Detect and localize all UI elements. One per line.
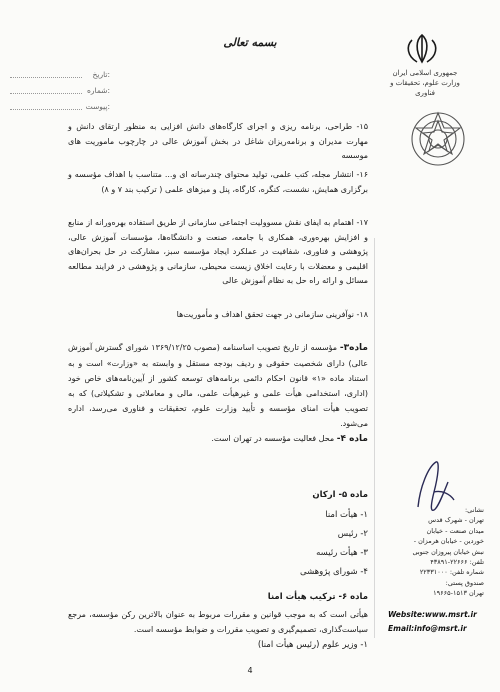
article-5-title: ماده ۵- ارکان [312, 490, 368, 500]
article-6-title: ماده ۶- ترکیب هیأت امنا [267, 592, 368, 602]
clause-16: ۱۶- انتشار مجله، کتب علمی، تولید محتوای چندرسانه ای و... متناسب با اهداف مؤسسه و برگزاری همایش، نشست، کنگره، کارگاه، پنل و میزهای علمی ( ترکیب بند ۷ و ۸) [68, 170, 368, 194]
page-number: 4 [247, 666, 253, 675]
clause-17: ۱۷- اهتمام به ایفای نقش مسوولیت اجتماعی سازمانی از طریق استفاده بهره‌ورانه از منابع و افزایش بهره‌وری، همکاری با جامعه، صنعت و دانشگاه‌ها، مؤسسات آموزش عالی، پژوهشی و فناوری، شفافیت در عملکرد ایجاد مؤسسه سبز، مشارکت در حل بحران‌های اقلیمی و معضلات با رعایت اخلاق زیست محیطی، سازمانی و پژوهشی در فرایند مطالعه مسائل و ارائه راه حل به نظام آموزش عالی [68, 218, 368, 285]
article-4: ماده ۴- محل فعالیت مؤسسه در تهران است. [211, 434, 368, 444]
ministry-name: جمهوری اسلامی ایران وزارت علوم، تحقیقات و فناوری [390, 69, 460, 97]
ornament-icon [408, 108, 468, 170]
attachment-field: پیوست: [10, 102, 110, 111]
clause-15: ۱۵- طراحی، برنامه ریزی و اجرای کارگاه‌های دانش افزایی به منظور ارتقای دانش و مهارت مدیران و برنامه‌ریزان شاغل در بخش آموزش عالی در چارچوب ماموریت های موسسه [68, 122, 368, 160]
website-link[interactable]: Website:www.msrt.ir [388, 610, 477, 619]
organ-item: ۳- هیأت رئیسه [316, 548, 368, 558]
email-link[interactable]: Email:info@msrt.ir [388, 624, 467, 633]
number-field: شماره: [10, 86, 110, 95]
date-field: تاریخ: [10, 70, 110, 79]
organ-item: ۴- شورای پژوهشی [300, 567, 368, 577]
iran-emblem-icon [400, 32, 444, 66]
article-4-title: ماده ۴- [336, 434, 368, 444]
article-6: هیأتی است که به موجب قوانین و مقررات مربوط به عنوان بالاترین رکن مؤسسه، مرجع سیاست‌گذاری، تصمیم‌گیری و تصویب مقررات و ضوابط مؤسسه است. [68, 610, 368, 634]
article-3-title: ماده۳- [339, 343, 369, 353]
contact-info: نشانی: تهران - شهرک قدس میدان صنعت - خیابان خوردین - خیابان هرمزان - نبش خیابان پیروزان جنوبی تلفن: ۲۲۶۶۶-۴۳۸۹۱ شماره تلفن: ۲۲۳۳۱۰۰۰ صندوق پستی: تهران ۱۵۱۳-۱۹۶۶۵ [412, 506, 484, 598]
organ-item: ۲- رئیس [337, 529, 368, 539]
margin-rule [374, 238, 375, 638]
article-3: ماده۳- مؤسسه از تاریخ تصویب اساسنامه (مصوب ۱۳۶۹/۱۲/۲۵ شورای گسترش آموزش عالی) دارای شخصیت حقوقی و ردیف بودجه مستقل و وابسته به «وزارت» است و به استناد ماده «۱» قانون احکام دائمی برنامه‌های توسعه کشور از آیین‌نامه‌های خاص خود (اداری، استخدامی هیأت علمی و غیرهیأت علمی، مالی و معاملاتی و تشکیلاتی) که به تصویب هیأت امنای مؤسسه و تأیید وزارت علوم، تحقیقات و فناوری می‌رسد، اداره می‌شود. [68, 343, 369, 428]
article-6-item: ۱- وزیر علوم (رئیس هیأت امنا) [257, 640, 368, 650]
basmala-heading: بسمه تعالی [223, 36, 277, 49]
organ-item: ۱- هیأت امنا [325, 510, 368, 520]
clause-18: ۱۸- نوآفرینی سازمانی در جهت تحقق اهداف و مأموریت‌ها [176, 310, 368, 319]
